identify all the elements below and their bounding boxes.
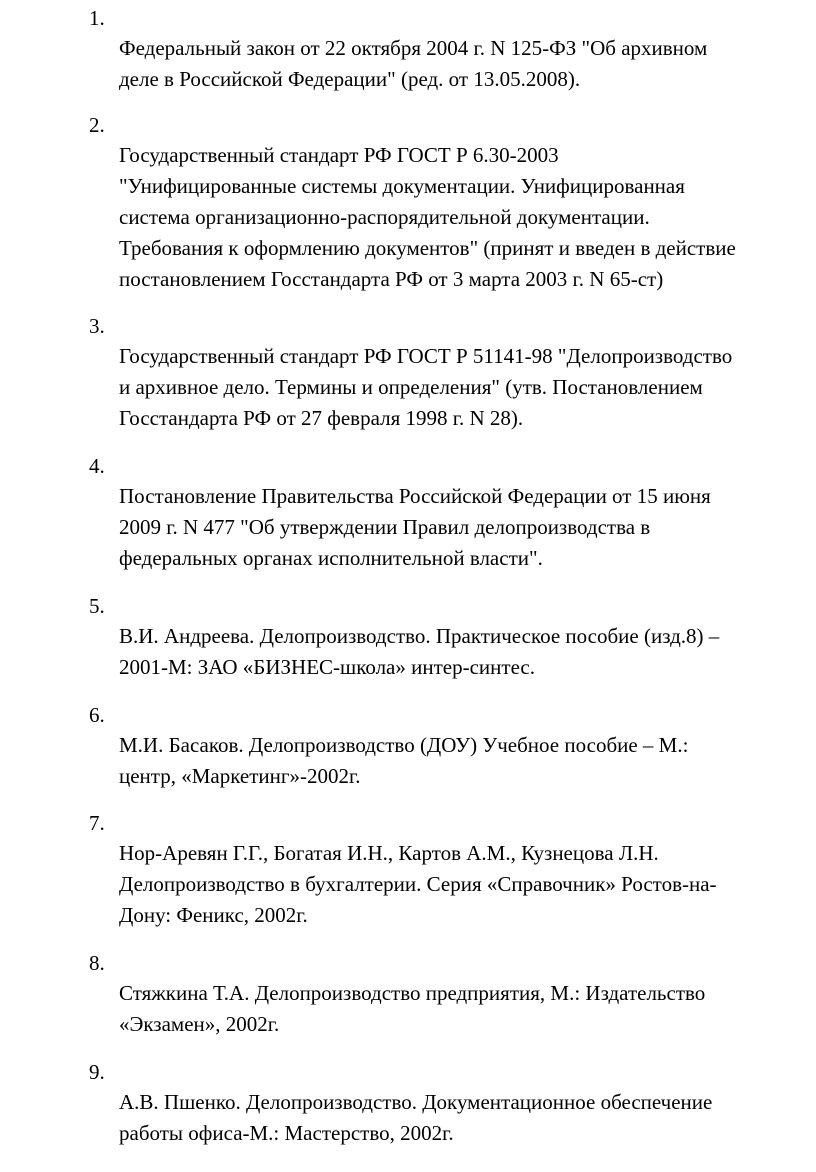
reference-line: Делопроизводство в бухгалтерии. Серия «Справочник» Ростов-на-: [119, 872, 717, 896]
reference-number: 8.: [89, 951, 105, 975]
reference-line: постановлением Госстандарта РФ от 3 марта 2003 г. N 65-ст): [119, 267, 664, 291]
reference-number: 7.: [89, 811, 105, 835]
reference-line: Стяжкина Т.А. Делопроизводство предприятия, М.: Издательство: [119, 981, 706, 1005]
reference-line: центр, «Маркетинг»-2002г.: [119, 764, 361, 788]
reference-text: [119, 140, 809, 295]
reference-text: [119, 730, 809, 792]
reference-number: 1.: [89, 6, 105, 30]
reference-line: М.И. Басаков. Делопроизводство (ДОУ) Учебное пособие – М.:: [119, 733, 689, 757]
reference-number: 6.: [89, 703, 105, 727]
reference-text: [119, 838, 809, 931]
reference-number: 9.: [89, 1060, 105, 1084]
reference-line: и архивное дело. Термины и определения" (утв. Постановлением: [119, 375, 703, 399]
reference-text: [119, 481, 809, 574]
reference-text: [119, 978, 809, 1040]
reference-line: "Унифицированные системы документации. Унифицированная: [119, 174, 685, 198]
reference-line: работы офиса-М.: Мастерство, 2002г.: [119, 1121, 454, 1145]
reference-line: «Экзамен», 2002г.: [119, 1012, 280, 1036]
reference-line: Нор-Аревян Г.Г., Богатая И.Н., Картов А.М., Кузнецова Л.Н.: [119, 841, 659, 865]
reference-line: система организационно-распорядительной документации.: [119, 205, 650, 229]
reference-line: федеральных органах исполнительной власти".: [119, 546, 543, 570]
reference-text: [119, 33, 809, 95]
reference-line: В.И. Андреева. Делопроизводство. Практическое пособие (изд.8) –: [119, 624, 720, 648]
reference-text: [119, 621, 809, 683]
reference-number: 2.: [89, 113, 105, 137]
reference-line: Постановление Правительства Российской Федерации от 15 июня: [119, 484, 711, 508]
reference-number: 3.: [89, 314, 105, 338]
reference-line: Дону: Феникс, 2002г.: [119, 903, 308, 927]
reference-line: Федеральный закон от 22 октября 2004 г. N 125-ФЗ "Об архивном: [119, 36, 708, 60]
reference-number: 4.: [89, 454, 105, 478]
reference-line: Госстандарта РФ от 27 февраля 1998 г. N 28).: [119, 406, 524, 430]
reference-line: 2001-М: ЗАО «БИЗНЕС-школа» интер-синтес.: [119, 655, 535, 679]
reference-line: 2009 г. N 477 "Об утверждении Правил делопроизводства в: [119, 515, 651, 539]
reference-line: Государственный стандарт РФ ГОСТ Р 6.30-2003: [119, 143, 559, 167]
reference-text: [119, 1087, 809, 1149]
reference-line: А.В. Пшенко. Делопроизводство. Документационное обеспечение: [119, 1090, 713, 1114]
reference-line: Государственный стандарт РФ ГОСТ Р 51141-98 "Делопроизводство: [119, 344, 733, 368]
reference-line: деле в Российской Федерации" (ред. от 13.05.2008).: [119, 67, 581, 91]
reference-text: [119, 341, 809, 434]
reference-number: 5.: [89, 594, 105, 618]
reference-line: Требования к оформлению документов" (принят и введен в действие: [119, 236, 736, 260]
